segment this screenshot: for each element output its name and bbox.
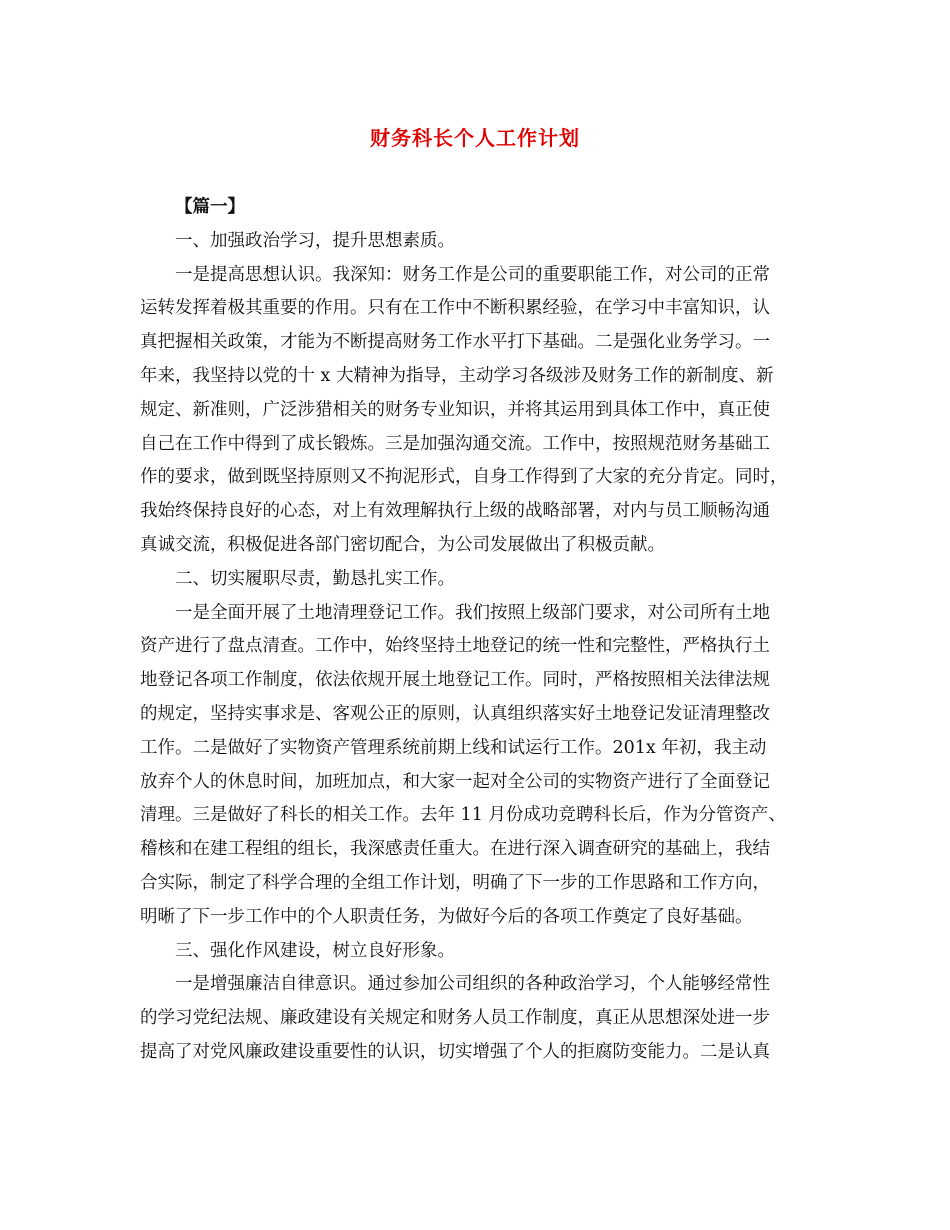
- text-line: 资产进行了盘点清查。工作中，始终坚持土地登记的统一性和完整性，严格执行土: [140, 636, 770, 657]
- text-line: 放弃个人的休息时间，加班加点，和大家一起对全公司的实物资产进行了全面登记: [140, 771, 770, 792]
- text-line: 作的要求，做到既坚持原则又不拘泥形式，自身工作得到了大家的充分肯定。同时，: [140, 467, 788, 488]
- section-label: 【篇一】: [175, 197, 245, 217]
- document-title: 财务科长个人工作计划: [370, 126, 580, 150]
- text-line: 工作。二是做好了实物资产管理系统前期上线和试运行工作。201x 年初，我主动: [140, 737, 767, 758]
- text-line: 年来，我坚持以党的十 x 大精神为指导，主动学习各级涉及财务工作的新制度、新: [140, 365, 774, 386]
- text-line: 真把握相关政策，才能为不断提高财务工作水平打下基础。二是强化业务学习。一: [140, 332, 770, 353]
- document-body: [140, 191, 820, 1070]
- text-line: 真诚交流，积极促进各部门密切配合，为公司发展做出了积极贡献。: [140, 534, 665, 555]
- text-line: 规定、新准则，广泛涉猎相关的财务专业知识，并将其运用到具体工作中，真正使: [140, 399, 770, 420]
- text-line: 的学习党纪法规、廉政建设有关规定和财务人员工作制度，真正从思想深处进一步: [140, 1008, 770, 1029]
- text-line: 一是提高思想认识。我深知：财务工作是公司的重要职能工作，对公司的正常: [175, 264, 770, 285]
- text-line: 提高了对党风廉政建设重要性的认识，切实增强了个人的拒腐防变能力。二是认真: [140, 1041, 770, 1062]
- text-line: 明晰了下一步工作中的个人职责任务，为做好今后的各项工作奠定了良好基础。: [140, 906, 753, 927]
- text-line: 清理。三是做好了科长的相关工作。去年 11 月份成功竞聘科长后，作为分管资产、: [140, 805, 786, 826]
- text-line: 一、加强政治学习，提升思想素质。: [175, 230, 455, 251]
- text-line: 的规定，坚持实事求是、客观公正的原则，认真组织落实好土地登记发证清理整改: [140, 703, 770, 724]
- text-line: 运转发挥着极其重要的作用。只有在工作中不断积累经验，在学习中丰富知识，认: [140, 298, 770, 319]
- text-line: 二、切实履职尽责，勤恳扎实工作。: [175, 568, 455, 589]
- text-line: 合实际，制定了科学合理的全组工作计划，明确了下一步的工作思路和工作方向，: [140, 872, 770, 893]
- paragraph-lines: [140, 225, 820, 1070]
- text-line: 稽核和在建工程组的组长，我深感责任重大。在进行深入调查研究的基础上，我结: [140, 839, 770, 860]
- text-line: 地登记各项工作制度，依法依规开展土地登记工作。同时，严格按照相关法律法规: [140, 670, 770, 691]
- text-line: 一是全面开展了土地清理登记工作。我们按照上级部门要求，对公司所有土地: [175, 602, 770, 623]
- text-line: 自己在工作中得到了成长锻炼。三是加强沟通交流。工作中，按照规范财务基础工: [140, 433, 770, 454]
- text-line: 我始终保持良好的心态，对上有效理解执行上级的战略部署，对内与员工顺畅沟通: [140, 501, 770, 522]
- text-line: 三、强化作风建设，树立良好形象。: [175, 940, 455, 961]
- text-line: 一是增强廉洁自律意识。通过参加公司组织的各种政治学习，个人能够经常性: [175, 974, 770, 995]
